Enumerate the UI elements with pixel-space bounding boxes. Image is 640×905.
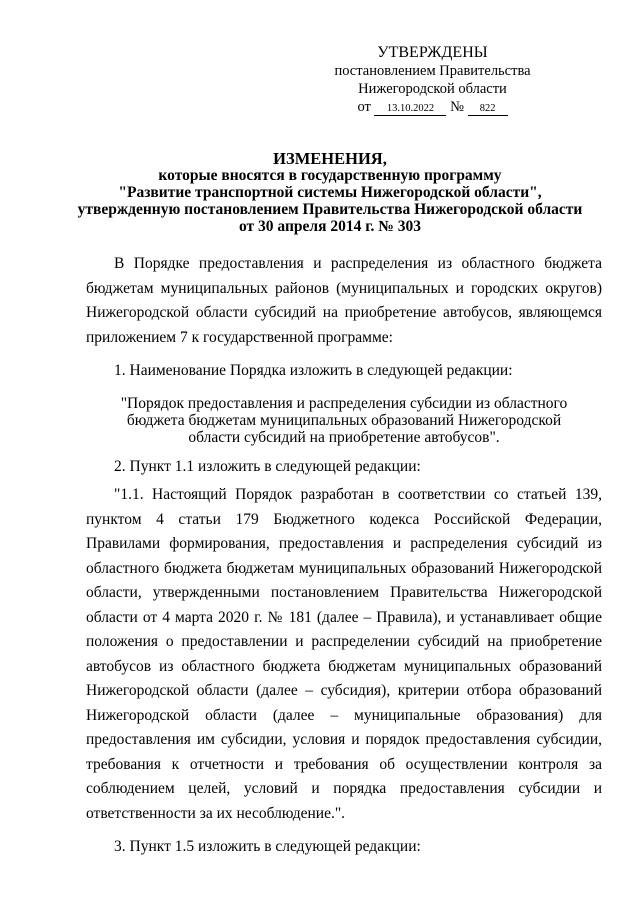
quote-2-paragraph: "1.1. Настоящий Порядок разработан в соответствии со статьей 139, пунктом 4 статьи 179 Бюджетного кодекса Российской Федерации, Правилами формирования, предоставления и распределения субсидий из областного бюджета бюджетам муниципальных образований Нижегородской области, утвержденными постановлением Правительства Нижегородской области от 4 марта 2020 г. № 181 (далее – Правила), и устанавливает общие положения о предоставлении и распределении субсидий на приобретение автобусов из областного бюджета бюджетам муниципальных образований Нижегородской области (далее – субсидия), критерии отбора образований Нижегородской области (далее – муниципальные образования) для предоставления им субсидии, условия и порядок предоставления субсидии, требования к отчетности и требования об осуществлении контроля за соблюдением целей, условий и порядка предоставления субсидии и ответственности за их несоблюдение.".	[86, 486, 602, 822]
approval-title: УТВЕРЖДЕНЫ	[377, 44, 488, 61]
approval-date: 13.10.2022	[374, 103, 446, 116]
approval-number-label: №	[450, 99, 464, 115]
approval-number: 822	[468, 103, 508, 116]
title-line-1: ИЗМЕНЕНИЯ,	[273, 149, 387, 168]
title-line-3: "Развитие транспортной системы Нижегородской области",	[118, 184, 542, 201]
title-line-2: которые вносятся в государственную программу	[158, 167, 502, 184]
document-body	[86, 252, 602, 860]
approval-line-1: постановлением Правительства	[334, 63, 531, 79]
approval-from-label: от	[357, 99, 371, 115]
item-3-paragraph: 3. Пункт 1.5 изложить в следующей редакции:	[114, 838, 421, 855]
intro-paragraph: В Порядке предоставления и распределения из областного бюджета бюджетам муниципальных районов (муниципальных и городских округов) Нижегородской области субсидий на приобретение автобусов, являющемся приложением 7 к государственной программе:	[86, 255, 602, 346]
item-2-paragraph: 2. Пункт 1.1 изложить в следующей редакции:	[114, 457, 421, 475]
approval-stamp	[300, 44, 565, 116]
approval-line-2: Нижегородской области	[358, 81, 507, 97]
item-1-paragraph: 1. Наименование Порядка изложить в следующей редакции:	[114, 362, 513, 379]
approval-date-line	[300, 98, 565, 116]
title-line-5: от 30 апреля 2014 г. № 303	[239, 218, 421, 235]
title-line-4: утвержденную постановлением Правительства Нижегородской области	[77, 201, 583, 218]
document-title	[60, 150, 600, 235]
quote-1-paragraph: "Порядок предоставления и распределения субсидии из областного бюджета бюджетам муниципальных образований Нижегородской области субсидий на приобретение автобусов".	[120, 394, 568, 446]
